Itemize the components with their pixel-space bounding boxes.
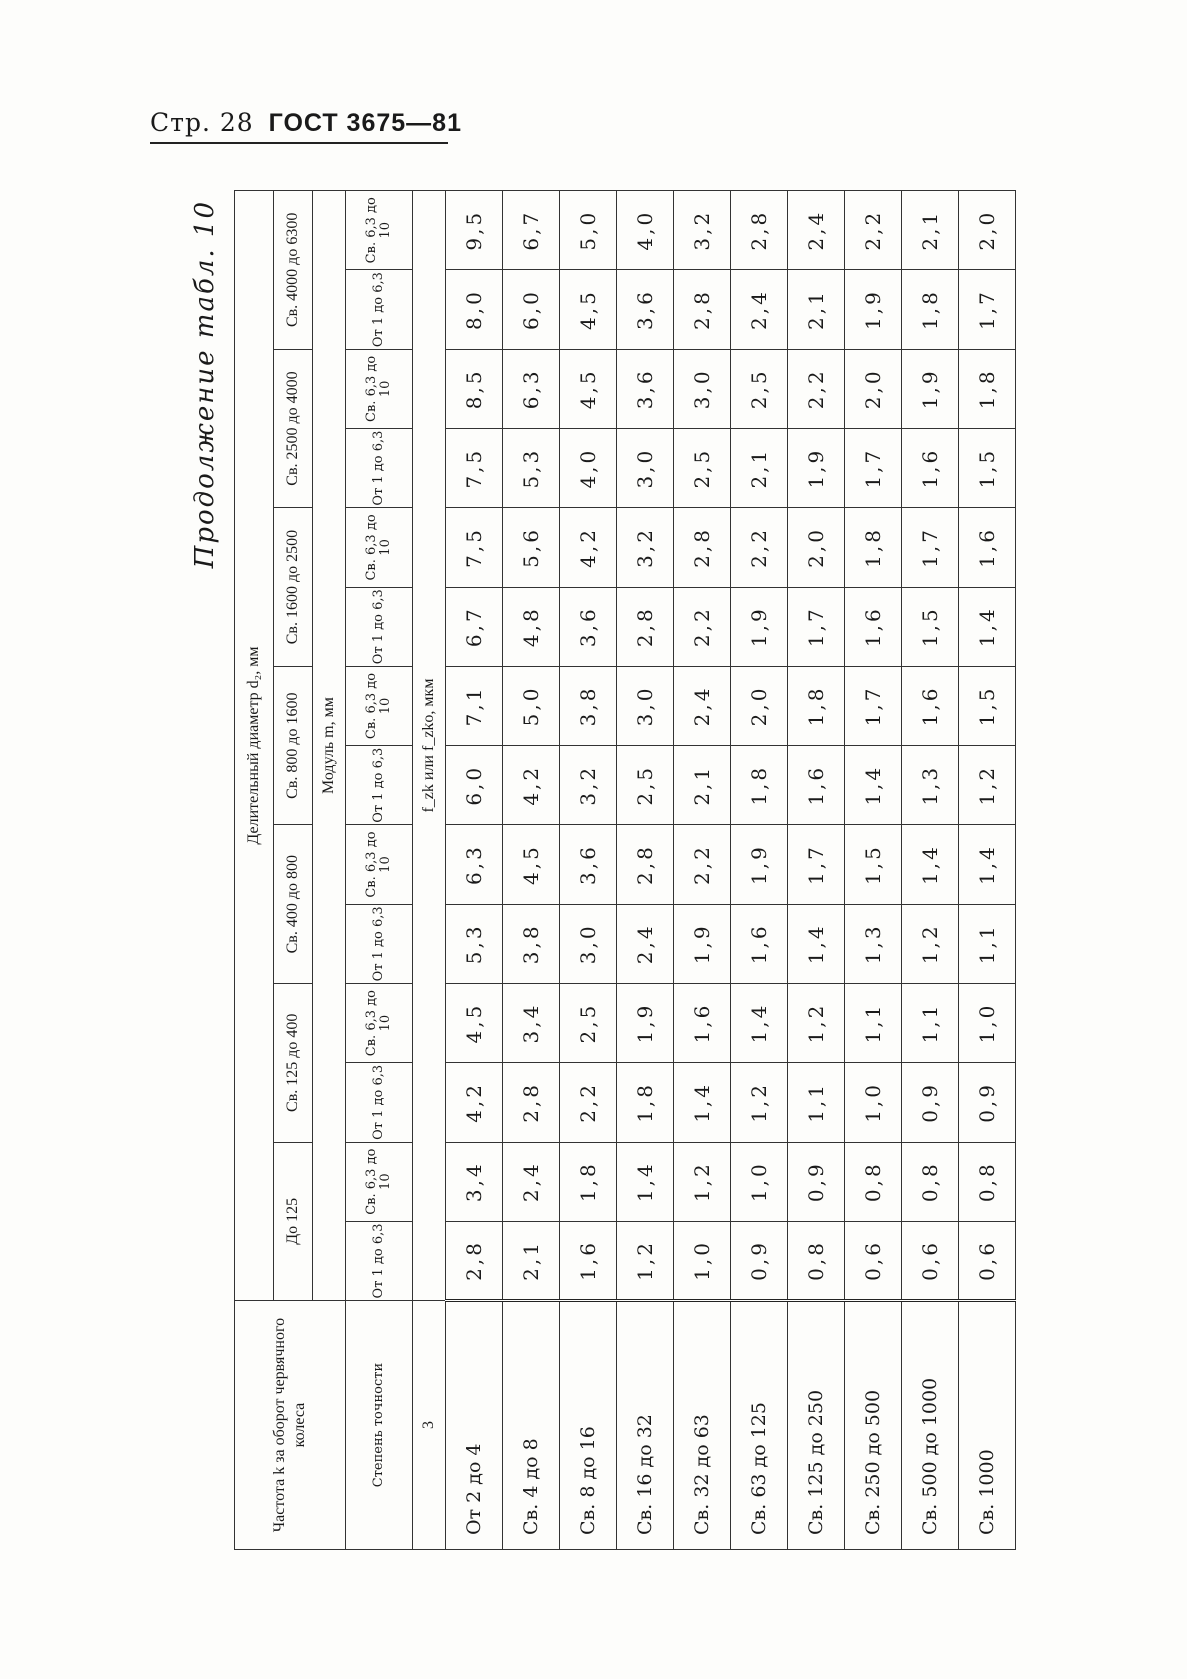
table-cell: 1,2 bbox=[788, 983, 845, 1062]
table-row bbox=[503, 191, 560, 1550]
table-cell: 2,5 bbox=[674, 429, 731, 508]
table-cell: 0,9 bbox=[902, 1063, 959, 1142]
table-cell: 5,6 bbox=[503, 508, 560, 587]
table-cell: 1,2 bbox=[674, 1142, 731, 1221]
table-cell: 2,8 bbox=[617, 587, 674, 666]
table-cell: 3,0 bbox=[674, 349, 731, 428]
diameter-group-header: Св. 1600 до 2500 bbox=[274, 508, 313, 667]
table-cell: 1,6 bbox=[560, 1221, 617, 1300]
table-cell: 6,0 bbox=[446, 746, 503, 825]
row-label: Св. 1000 bbox=[959, 1301, 1016, 1550]
table-cell: 2,8 bbox=[731, 191, 788, 270]
table-cell: 2,2 bbox=[674, 825, 731, 904]
table-cell: 1,8 bbox=[560, 1142, 617, 1221]
table-cell: 3,4 bbox=[503, 983, 560, 1062]
table-cell: 1,9 bbox=[674, 904, 731, 983]
table-cell: 1,1 bbox=[788, 1063, 845, 1142]
table-cell: 3,0 bbox=[617, 429, 674, 508]
module-subheader: От 1 до 6,3 bbox=[346, 270, 413, 349]
table-cell: 2,4 bbox=[617, 904, 674, 983]
table-caption: Продолжение табл. 10 bbox=[190, 200, 220, 569]
table-cell: 2,1 bbox=[674, 746, 731, 825]
table-cell: 4,5 bbox=[560, 349, 617, 428]
table-cell: 1,4 bbox=[902, 825, 959, 904]
table-cell: 4,5 bbox=[446, 983, 503, 1062]
table-cell: 1,5 bbox=[845, 825, 902, 904]
table-cell: 1,9 bbox=[731, 587, 788, 666]
table-cell: 2,5 bbox=[731, 349, 788, 428]
table-cell: 0,6 bbox=[902, 1221, 959, 1300]
table-cell: 1,0 bbox=[674, 1221, 731, 1300]
table-cell: 1,8 bbox=[959, 349, 1016, 428]
table-cell: 1,2 bbox=[617, 1221, 674, 1300]
table-cell: 2,8 bbox=[617, 825, 674, 904]
tolerance-table bbox=[234, 190, 1016, 1550]
table-cell: 0,8 bbox=[959, 1142, 1016, 1221]
table-cell: 6,3 bbox=[446, 825, 503, 904]
table-row bbox=[902, 191, 959, 1550]
row-label: Св. 500 до 1000 bbox=[902, 1301, 959, 1550]
table-cell: 7,5 bbox=[446, 508, 503, 587]
table-cell: 1,4 bbox=[845, 746, 902, 825]
module-subheader: От 1 до 6,3 bbox=[346, 587, 413, 666]
table-cell: 1,2 bbox=[959, 746, 1016, 825]
table-cell: 7,5 bbox=[446, 429, 503, 508]
table-row bbox=[731, 191, 788, 1550]
diameter-group-header: До 125 bbox=[274, 1142, 313, 1301]
table-cell: 2,0 bbox=[731, 666, 788, 745]
table-cell: 1,0 bbox=[845, 1063, 902, 1142]
module-subheader: Св. 6,3 до 10 bbox=[346, 1142, 413, 1221]
table-cell: 1,6 bbox=[788, 746, 845, 825]
table-cell: 3,2 bbox=[617, 508, 674, 587]
table-cell: 3,4 bbox=[446, 1142, 503, 1221]
table-cell: 1,2 bbox=[731, 1063, 788, 1142]
table-cell: 0,9 bbox=[731, 1221, 788, 1300]
table-cell: 1,6 bbox=[674, 983, 731, 1062]
module-subheader: От 1 до 6,3 bbox=[346, 1221, 413, 1300]
table-cell: 1,9 bbox=[845, 270, 902, 349]
diameter-group-header: Св. 800 до 1600 bbox=[274, 666, 313, 825]
table-cell: 0,8 bbox=[902, 1142, 959, 1221]
table-cell: 1,6 bbox=[902, 666, 959, 745]
table-cell: 1,7 bbox=[788, 825, 845, 904]
table-row bbox=[446, 191, 503, 1550]
table-cell: 1,7 bbox=[902, 508, 959, 587]
table-cell: 4,0 bbox=[560, 429, 617, 508]
table-cell: 2,4 bbox=[503, 1142, 560, 1221]
table-cell: 3,6 bbox=[560, 587, 617, 666]
table-cell: 2,5 bbox=[560, 983, 617, 1062]
table-row bbox=[674, 191, 731, 1550]
table-cell: 1,8 bbox=[845, 508, 902, 587]
table-cell: 3,8 bbox=[560, 666, 617, 745]
table-cell: 1,6 bbox=[845, 587, 902, 666]
table-cell: 2,2 bbox=[845, 191, 902, 270]
table-cell: 0,8 bbox=[845, 1142, 902, 1221]
table-cell: 1,6 bbox=[902, 429, 959, 508]
table-cell: 0,9 bbox=[959, 1063, 1016, 1142]
table-cell: 1,0 bbox=[731, 1142, 788, 1221]
table-cell: 1,4 bbox=[788, 904, 845, 983]
table-cell: 6,3 bbox=[503, 349, 560, 428]
row-label: Св. 250 до 500 bbox=[845, 1301, 902, 1550]
table-cell: 3,6 bbox=[560, 825, 617, 904]
standard-title: ГОСТ 3675—81 bbox=[268, 109, 462, 137]
table-row bbox=[788, 191, 845, 1550]
table-cell: 5,3 bbox=[503, 429, 560, 508]
table-cell: 2,4 bbox=[674, 666, 731, 745]
table-cell: 1,4 bbox=[959, 587, 1016, 666]
module-subheader: Св. 6,3 до 10 bbox=[346, 825, 413, 904]
table-cell: 1,6 bbox=[959, 508, 1016, 587]
page-header bbox=[150, 108, 462, 138]
table-cell: 4,5 bbox=[560, 270, 617, 349]
row-label: Св. 32 до 63 bbox=[674, 1301, 731, 1550]
table-cell: 4,2 bbox=[446, 1063, 503, 1142]
table-cell: 7,1 bbox=[446, 666, 503, 745]
table-cell: 1,5 bbox=[959, 429, 1016, 508]
module-subheader: От 1 до 6,3 bbox=[346, 904, 413, 983]
table-cell: 6,7 bbox=[446, 587, 503, 666]
unit-header: f_zk или f_zko, мкм bbox=[413, 191, 446, 1301]
module-subheader: Св. 6,3 до 10 bbox=[346, 508, 413, 587]
table-cell: 1,8 bbox=[731, 746, 788, 825]
table-cell: 1,5 bbox=[959, 666, 1016, 745]
table-cell: 9,5 bbox=[446, 191, 503, 270]
module-subheader: От 1 до 6,3 bbox=[346, 1063, 413, 1142]
table-cell: 2,4 bbox=[788, 191, 845, 270]
table-cell: 1,1 bbox=[959, 904, 1016, 983]
table-cell: 3,2 bbox=[560, 746, 617, 825]
degree-value: 3 bbox=[413, 1301, 446, 1550]
table-cell: 2,2 bbox=[788, 349, 845, 428]
table-cell: 2,5 bbox=[617, 746, 674, 825]
table-cell: 1,4 bbox=[674, 1063, 731, 1142]
table-cell: 0,9 bbox=[788, 1142, 845, 1221]
table-cell: 2,2 bbox=[731, 508, 788, 587]
table-cell: 3,6 bbox=[617, 270, 674, 349]
table-cell: 2,4 bbox=[731, 270, 788, 349]
stub-header: Частота k за оборот червячного колеса bbox=[235, 1301, 346, 1550]
table-cell: 1,7 bbox=[959, 270, 1016, 349]
table-cell: 2,8 bbox=[674, 508, 731, 587]
table-cell: 2,8 bbox=[446, 1221, 503, 1300]
table-cell: 1,3 bbox=[902, 746, 959, 825]
table-cell: 5,0 bbox=[560, 191, 617, 270]
diameter-group-header: Св. 400 до 800 bbox=[274, 825, 313, 984]
module-sub-row bbox=[346, 191, 413, 1550]
page-number: Стр. 28 bbox=[150, 108, 254, 137]
module-subheader: От 1 до 6,3 bbox=[346, 429, 413, 508]
degree-header: Степень точности bbox=[346, 1301, 413, 1550]
row-label: Св. 16 до 32 bbox=[617, 1301, 674, 1550]
table-row bbox=[959, 191, 1016, 1550]
module-subheader: От 1 до 6,3 bbox=[346, 746, 413, 825]
table-row bbox=[617, 191, 674, 1550]
row-label: Св. 63 до 125 bbox=[731, 1301, 788, 1550]
table-cell: 0,8 bbox=[788, 1221, 845, 1300]
table-cell: 1,8 bbox=[788, 666, 845, 745]
table-cell: 1,0 bbox=[959, 983, 1016, 1062]
table-cell: 1,8 bbox=[617, 1063, 674, 1142]
table-cell: 1,5 bbox=[902, 587, 959, 666]
table-cell: 1,7 bbox=[788, 587, 845, 666]
table-cell: 6,0 bbox=[503, 270, 560, 349]
table-cell: 4,0 bbox=[617, 191, 674, 270]
row-label: Св. 125 до 250 bbox=[788, 1301, 845, 1550]
table-cell: 2,1 bbox=[788, 270, 845, 349]
module-subheader: Св. 6,3 до 10 bbox=[346, 349, 413, 428]
table-cell: 1,9 bbox=[788, 429, 845, 508]
table-cell: 2,8 bbox=[674, 270, 731, 349]
table-cell: 1,1 bbox=[902, 983, 959, 1062]
table-cell: 2,2 bbox=[560, 1063, 617, 1142]
header-rule bbox=[150, 142, 448, 144]
table-cell: 1,4 bbox=[959, 825, 1016, 904]
table-cell: 0,6 bbox=[845, 1221, 902, 1300]
table-cell: 1,1 bbox=[845, 983, 902, 1062]
module-subheader: Св. 6,3 до 10 bbox=[346, 983, 413, 1062]
row-label: От 2 до 4 bbox=[446, 1301, 503, 1550]
table-cell: 2,8 bbox=[503, 1063, 560, 1142]
row-label: Св. 4 до 8 bbox=[503, 1301, 560, 1550]
rotated-table-block bbox=[190, 190, 1070, 1550]
table-cell: 1,7 bbox=[845, 429, 902, 508]
table-cell: 8,5 bbox=[446, 349, 503, 428]
module-header: Модуль m, мм bbox=[313, 191, 346, 1301]
table-cell: 2,1 bbox=[902, 191, 959, 270]
table-cell: 3,0 bbox=[617, 666, 674, 745]
table-cell: 2,1 bbox=[503, 1221, 560, 1300]
table-cell: 5,0 bbox=[503, 666, 560, 745]
table-cell: 4,2 bbox=[560, 508, 617, 587]
table-cell: 3,6 bbox=[617, 349, 674, 428]
table-cell: 1,9 bbox=[731, 825, 788, 904]
table-cell: 2,0 bbox=[959, 191, 1016, 270]
table-cell: 2,0 bbox=[788, 508, 845, 587]
table-cell: 1,3 bbox=[845, 904, 902, 983]
table-cell: 1,7 bbox=[845, 666, 902, 745]
table-cell: 8,0 bbox=[446, 270, 503, 349]
table-cell: 4,2 bbox=[503, 746, 560, 825]
table-cell: 1,4 bbox=[617, 1142, 674, 1221]
table-cell: 1,2 bbox=[902, 904, 959, 983]
diameter-group-header: Св. 4000 до 6300 bbox=[274, 191, 313, 350]
table-row bbox=[845, 191, 902, 1550]
table-cell: 2,2 bbox=[674, 587, 731, 666]
diameter-group-header: Св. 2500 до 4000 bbox=[274, 349, 313, 508]
table-cell: 3,2 bbox=[674, 191, 731, 270]
table-cell: 2,0 bbox=[845, 349, 902, 428]
table-cell: 3,0 bbox=[560, 904, 617, 983]
d2-header: Делительный диаметр d₂, мм bbox=[235, 191, 274, 1301]
table-cell: 1,8 bbox=[902, 270, 959, 349]
table-cell: 0,6 bbox=[959, 1221, 1016, 1300]
table-cell: 5,3 bbox=[446, 904, 503, 983]
table-cell: 4,8 bbox=[503, 587, 560, 666]
table-cell: 1,6 bbox=[731, 904, 788, 983]
module-subheader: Св. 6,3 до 10 bbox=[346, 191, 413, 270]
table-cell: 1,4 bbox=[731, 983, 788, 1062]
diameter-group-header: Св. 125 до 400 bbox=[274, 983, 313, 1142]
module-subheader: Св. 6,3 до 10 bbox=[346, 666, 413, 745]
table-cell: 6,7 bbox=[503, 191, 560, 270]
table-row bbox=[560, 191, 617, 1550]
table-cell: 3,8 bbox=[503, 904, 560, 983]
table-cell: 1,9 bbox=[902, 349, 959, 428]
table-cell: 2,1 bbox=[731, 429, 788, 508]
table-cell: 4,5 bbox=[503, 825, 560, 904]
row-label: Св. 8 до 16 bbox=[560, 1301, 617, 1550]
table-cell: 1,9 bbox=[617, 983, 674, 1062]
table-body bbox=[446, 191, 1016, 1550]
